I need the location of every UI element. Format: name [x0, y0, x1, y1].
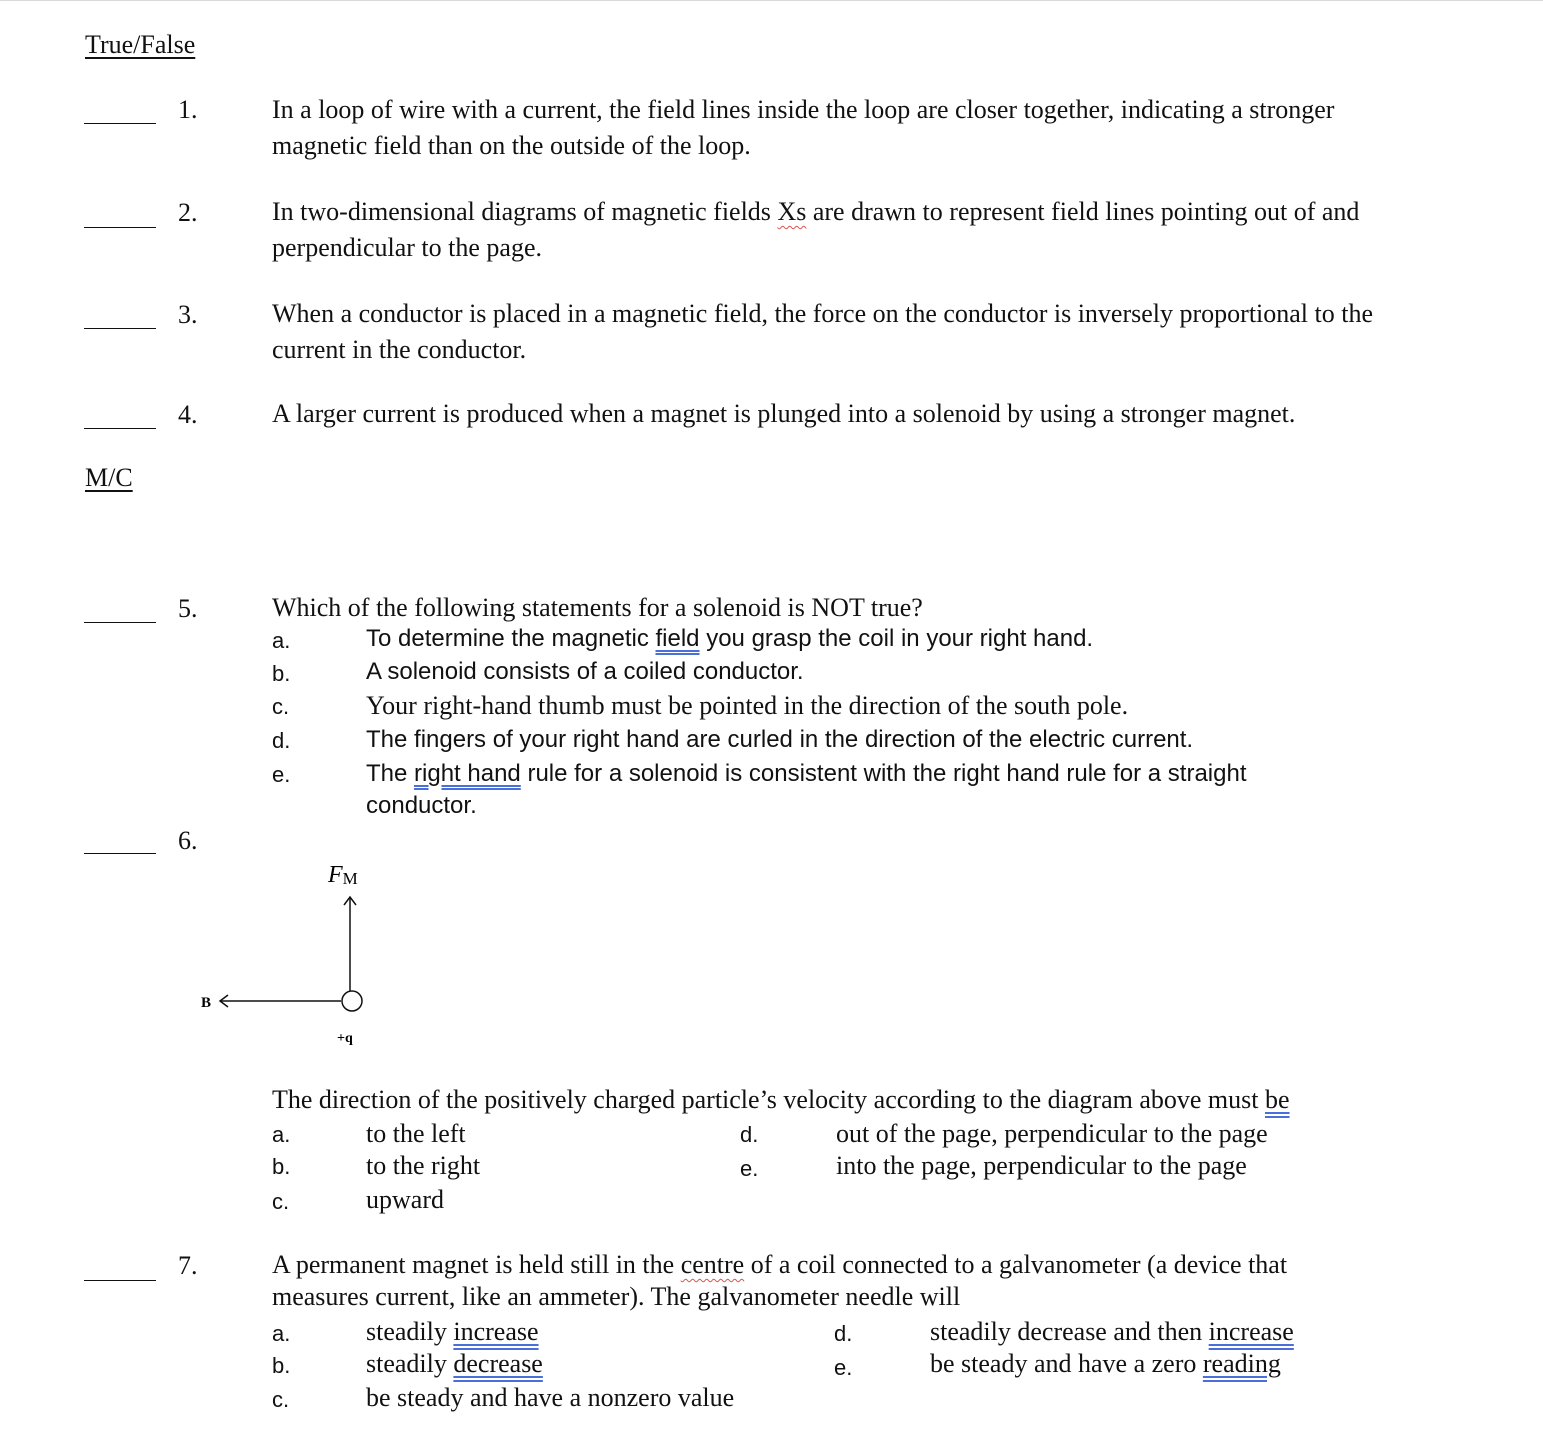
question-3-text	[272, 296, 1373, 368]
question-number-2: 2.	[178, 198, 198, 227]
grammar-flag-field: field	[655, 625, 700, 652]
option-letter-5c: c.	[272, 694, 290, 719]
option-7b[interactable]	[366, 1348, 543, 1380]
question-7-stem-post: of a coil connected to a galvanometer (a device that	[744, 1250, 1288, 1279]
option-7d-pre: steadily decrease and then	[930, 1317, 1209, 1346]
question-1-line-2: magnetic field than on the outside of the loop.	[272, 131, 751, 160]
option-7e[interactable]	[930, 1348, 1281, 1380]
section-heading-mc: M/C	[85, 463, 133, 492]
option-letter-6c: c.	[272, 1189, 290, 1214]
option-letter-7d: d.	[834, 1321, 853, 1346]
charge-label: +q	[337, 1031, 353, 1046]
question-number-5: 5.	[178, 594, 198, 623]
option-letter-7b: b.	[272, 1353, 291, 1378]
option-6d[interactable]: out of the page, perpendicular to the page	[836, 1119, 1268, 1148]
question-4-text	[272, 396, 1295, 432]
question-5-stem: Which of the following statements for a solenoid is NOT true?	[272, 593, 923, 622]
option-5e-line-2: conductor.	[366, 792, 477, 819]
force-label: FM	[328, 862, 358, 888]
option-letter-6b: b.	[272, 1154, 291, 1179]
grammar-flag-be: be	[1264, 1085, 1290, 1114]
option-6b[interactable]: to the right	[366, 1151, 481, 1180]
grammar-flag-right-hand: right hand	[414, 760, 521, 787]
question-number-4: 4.	[178, 400, 198, 429]
option-letter-6e: e.	[740, 1156, 759, 1181]
option-letter-5e: e.	[272, 762, 291, 787]
answer-blank-7[interactable]	[84, 1280, 156, 1281]
question-6-stem-pre: The direction of the positively charged particle’s velocity according to the diagram above must	[272, 1085, 1265, 1114]
question-1-text	[272, 92, 1334, 164]
option-6a[interactable]: to the left	[366, 1119, 466, 1148]
option-5e-line-1	[366, 758, 1247, 790]
grammar-flag-reading: reading	[1202, 1349, 1281, 1378]
question-7-line-1	[272, 1249, 1287, 1281]
option-5a-post: you grasp the coil in your right hand.	[699, 625, 1094, 652]
field-label: B	[201, 995, 212, 1011]
option-5c[interactable]: Your right-hand thumb must be pointed in the direction of the south pole.	[366, 691, 1129, 720]
question-7-line-2: measures current, like an ammeter). The galvanometer needle will	[272, 1282, 961, 1311]
option-5a-pre: To determine the magnetic	[366, 625, 656, 652]
option-5e-post: rule for a solenoid is consistent with the right hand rule for a straight	[520, 760, 1247, 787]
question-2-line-1	[272, 194, 1359, 230]
question-3-line-1: When a conductor is placed in a magnetic field, the force on the conductor is inversely proportional to the	[272, 299, 1374, 328]
question-3-line-2: current in the conductor.	[272, 335, 527, 364]
option-letter-6a: a.	[272, 1122, 291, 1147]
answer-blank-5[interactable]	[84, 622, 156, 623]
section-heading-true-false: True/False	[85, 30, 196, 59]
grammar-flag-increase: increase	[453, 1317, 539, 1346]
option-6e[interactable]: into the page, perpendicular to the page	[836, 1151, 1247, 1180]
question-2-text-post: are drawn to represent field lines pointing out of and	[806, 197, 1360, 226]
option-letter-7e: e.	[834, 1355, 853, 1380]
answer-blank-4[interactable]	[84, 428, 156, 429]
question-2-line-2: perpendicular to the page.	[272, 233, 542, 262]
question-2-text	[272, 194, 1359, 266]
option-letter-7a: a.	[272, 1321, 291, 1346]
option-letter-5a: a.	[272, 628, 291, 653]
option-7a[interactable]	[366, 1316, 539, 1348]
option-5d[interactable]: The fingers of your right hand are curled in the direction of the electric current.	[366, 726, 1194, 753]
option-7e-pre: be steady and have a zero	[930, 1349, 1203, 1378]
question-number-1: 1.	[178, 95, 198, 124]
page-top-border	[0, 0, 1543, 1]
answer-blank-1[interactable]	[84, 123, 156, 124]
option-5e[interactable]	[366, 758, 1247, 822]
option-6c[interactable]: upward	[366, 1185, 444, 1214]
question-number-3: 3.	[178, 300, 198, 329]
question-number-6: 6.	[178, 826, 198, 855]
question-2-text-pre: In two-dimensional diagrams of magnetic fields	[272, 197, 778, 226]
force-diagram	[190, 850, 390, 1060]
answer-blank-6[interactable]	[84, 853, 156, 854]
question-4-line-1: A larger current is produced when a magnet is plunged into a solenoid by using a stronger magnet.	[272, 399, 1296, 428]
question-1-line-1: In a loop of wire with a current, the field lines inside the loop are closer together, indicating a stronger	[272, 95, 1335, 124]
grammar-flag-decrease: decrease	[453, 1349, 543, 1378]
grammar-flag-increase-2: increase	[1208, 1317, 1294, 1346]
option-7a-pre: steadily	[366, 1317, 454, 1346]
answer-blank-3[interactable]	[84, 328, 156, 329]
question-number-7: 7.	[178, 1251, 198, 1280]
question-7-stem-pre: A permanent magnet is held still in the	[272, 1250, 681, 1279]
option-7d[interactable]	[930, 1316, 1294, 1348]
option-5e-pre: The	[366, 760, 415, 787]
option-5a[interactable]	[366, 623, 1093, 655]
option-5b[interactable]: A solenoid consists of a coiled conductor.	[366, 658, 804, 685]
option-letter-5d: d.	[272, 728, 291, 753]
spell-flag-centre: centre	[680, 1250, 745, 1279]
option-letter-5b: b.	[272, 661, 291, 686]
answer-blank-2[interactable]	[84, 227, 156, 228]
charge-circle	[342, 991, 362, 1011]
question-6-stem	[272, 1085, 1290, 1115]
question-7-stem	[272, 1249, 1287, 1313]
spell-flag-xs: Xs	[777, 197, 807, 226]
option-letter-7c: c.	[272, 1387, 290, 1412]
option-letter-6d: d.	[740, 1122, 759, 1147]
option-7b-pre: steadily	[366, 1349, 454, 1378]
option-7c[interactable]: be steady and have a nonzero value	[366, 1383, 735, 1412]
